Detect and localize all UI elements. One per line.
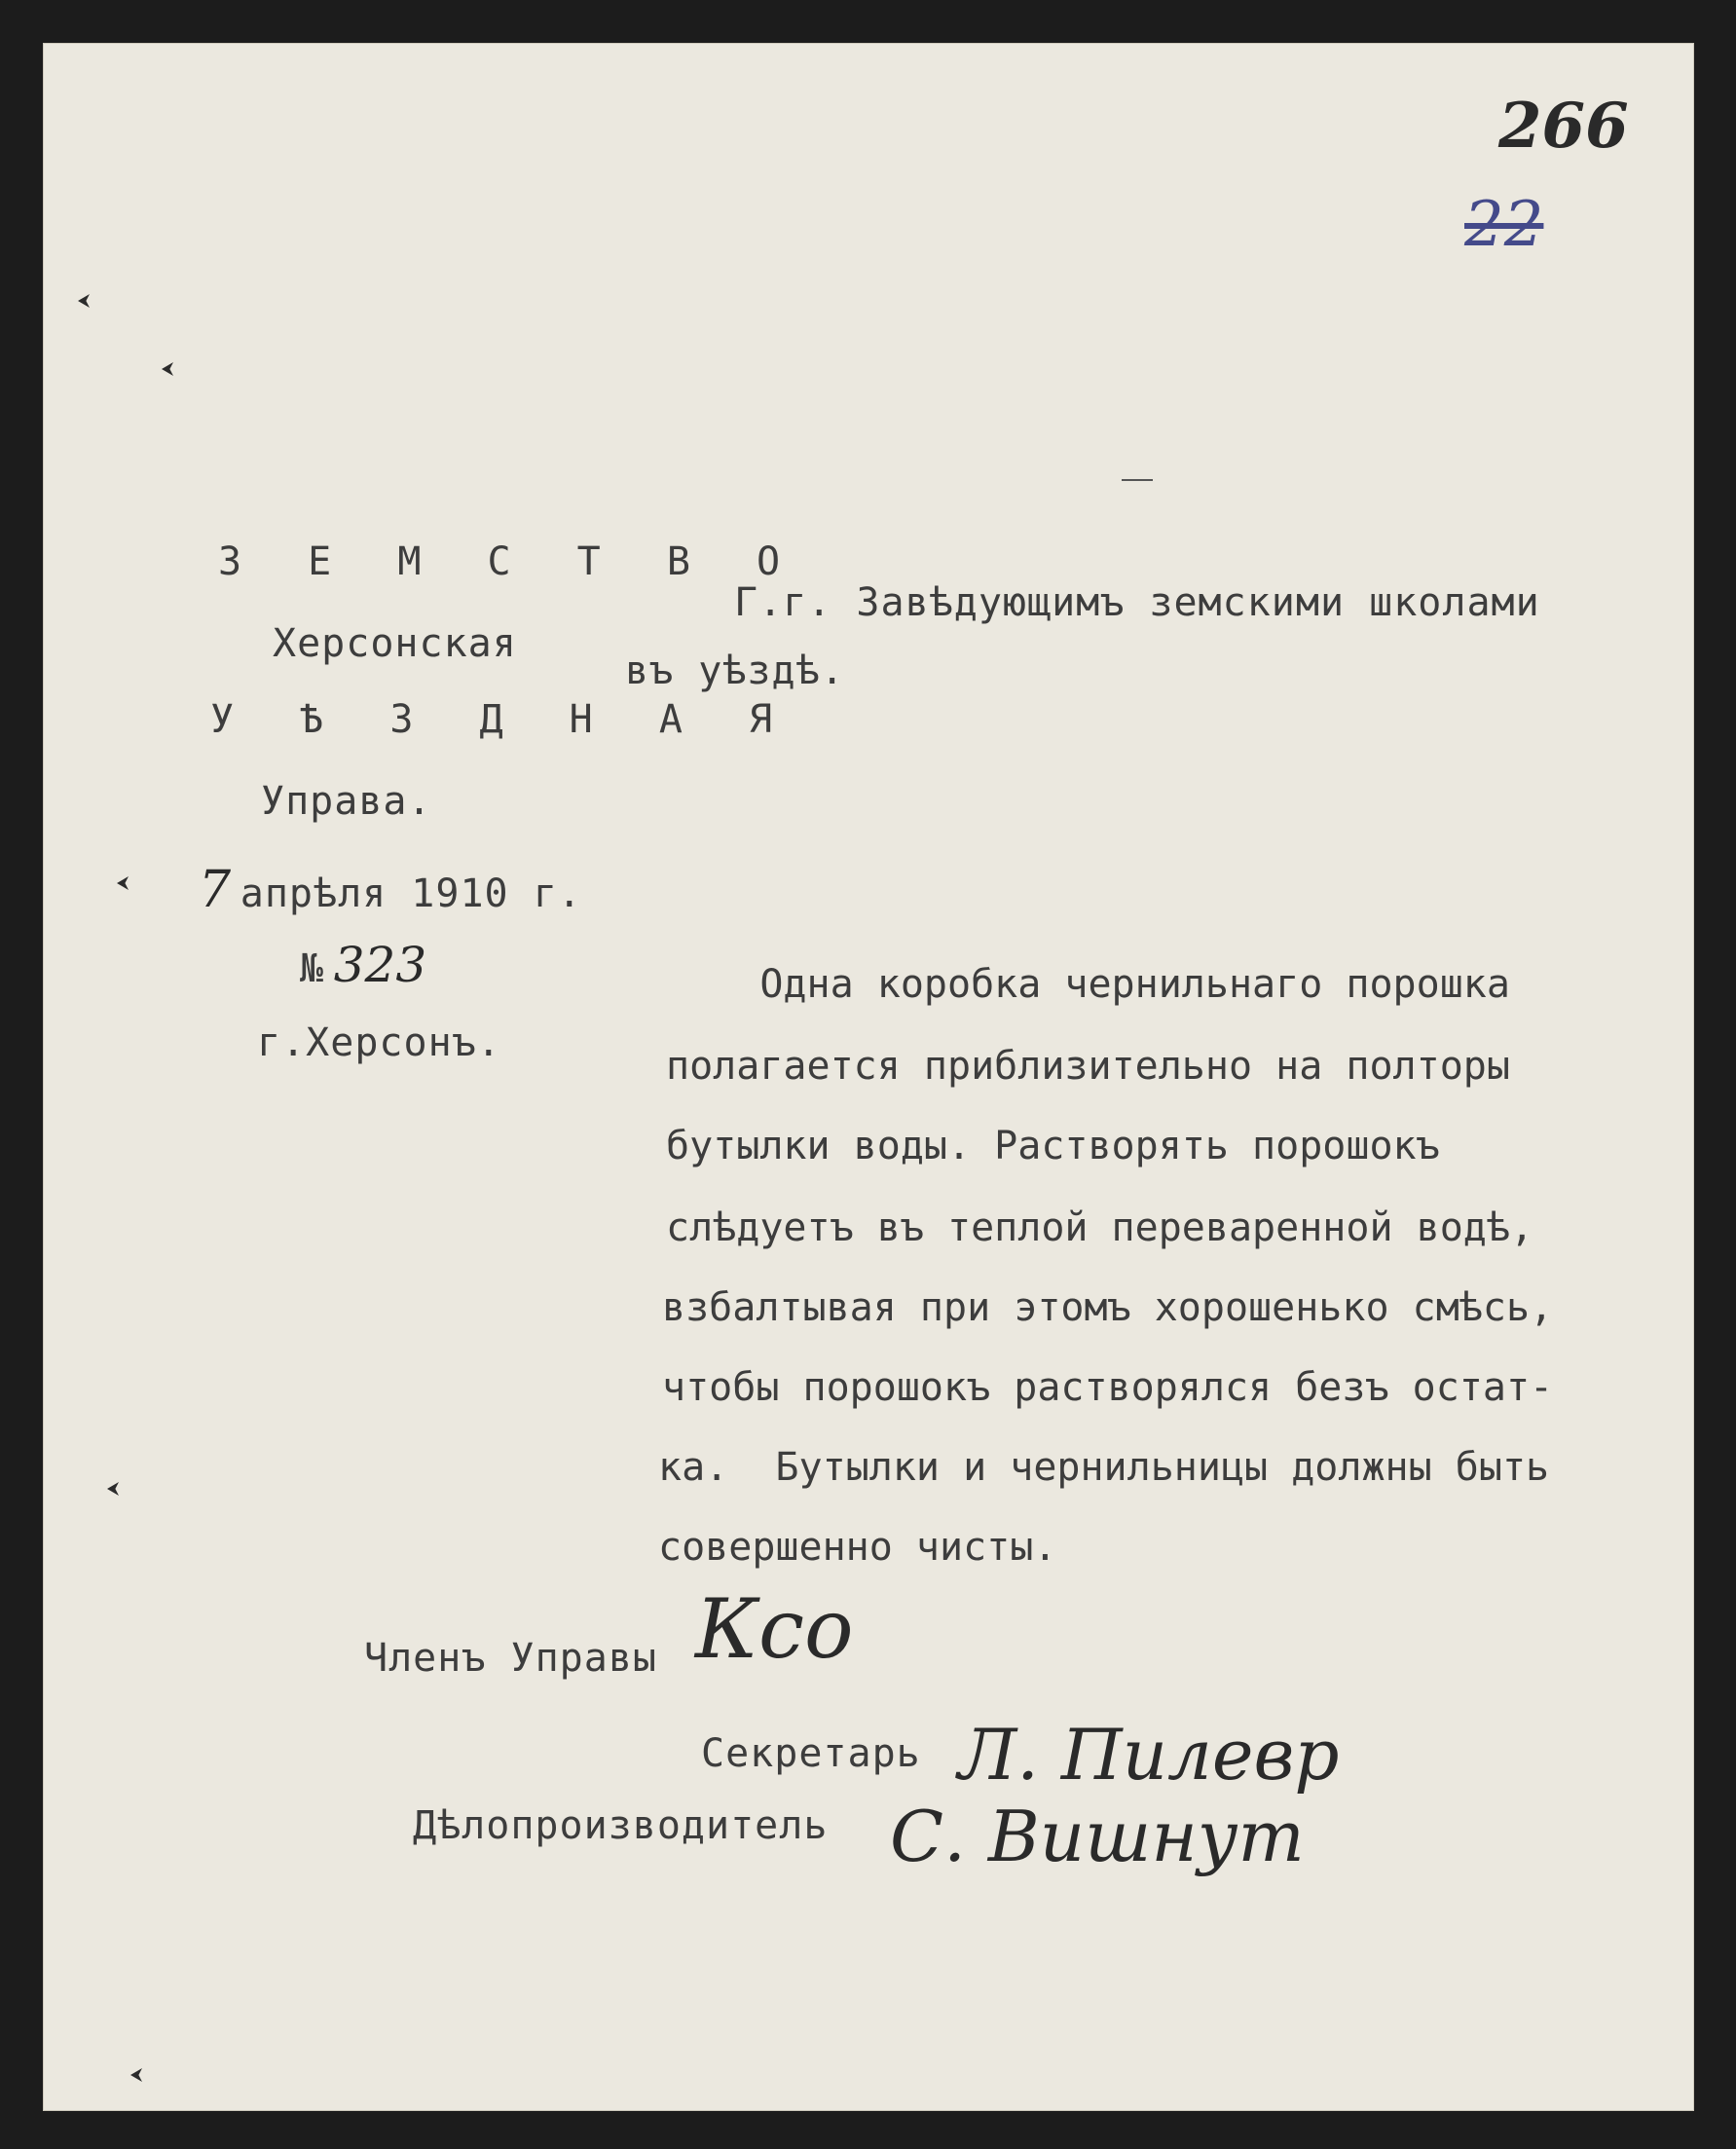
sender-date: [199, 861, 582, 919]
sender-line-uezdnaya: У Ѣ З Д Н А Я: [210, 697, 794, 742]
member-signature: Ксо: [695, 1581, 854, 1677]
sender-line-uprava: Управа.: [261, 779, 432, 824]
date-text: апрѣля 1910 г.: [240, 871, 582, 916]
body-line: полагается приблизительно на полторы: [666, 1044, 1510, 1089]
body-line: бутылки воды. Растворять порошокъ: [666, 1124, 1440, 1168]
punch-mark: [78, 294, 90, 308]
document-page: [43, 43, 1694, 2111]
old-archive-number: 22: [1464, 189, 1544, 261]
number-value-handwritten: 323: [333, 937, 427, 993]
member-label: Членъ Управы: [364, 1636, 657, 1681]
number-prefix: №: [300, 946, 325, 991]
secretary-label: Секретарь: [701, 1731, 921, 1776]
pencil-mark: [1122, 479, 1153, 481]
sender-line-zemstvo: З Е М С Т В О: [218, 539, 802, 584]
clerk-signature: С. Вишнут: [890, 1796, 1305, 1877]
punch-mark: [117, 876, 129, 890]
sender-number: [300, 937, 426, 993]
body-line: ка. Бутылки и чернильницы должны быть: [658, 1445, 1550, 1490]
addressee-line-2: въ уѣздѣ.: [625, 648, 845, 693]
body-line: взбалтывая при этомъ хорошенько смѣсь,: [662, 1285, 1554, 1330]
body-line: чтобы порошокъ растворялся безъ остат-: [662, 1365, 1554, 1410]
sender-line-kherson: Херсонская: [273, 621, 517, 666]
punch-mark: [130, 2068, 142, 2082]
sender-place: г.Херсонъ.: [257, 1020, 501, 1065]
body-line: слѣдуетъ въ теплой переваренной водѣ,: [666, 1205, 1534, 1250]
punch-mark: [162, 362, 173, 376]
body-line: Одна коробка чернильнаго порошка: [666, 962, 1510, 1007]
secretary-signature: Л. Пилевр: [958, 1714, 1340, 1796]
date-day-handwritten: 7: [199, 861, 232, 919]
clerk-label: Дѣлопроизводитель: [413, 1803, 829, 1848]
archive-number: 266: [1498, 90, 1629, 163]
punch-mark: [107, 1482, 119, 1496]
body-line: совершенно чисты.: [658, 1525, 1057, 1570]
addressee-line-1: Г.г. Завѣдующимъ земскими школами: [734, 580, 1540, 625]
